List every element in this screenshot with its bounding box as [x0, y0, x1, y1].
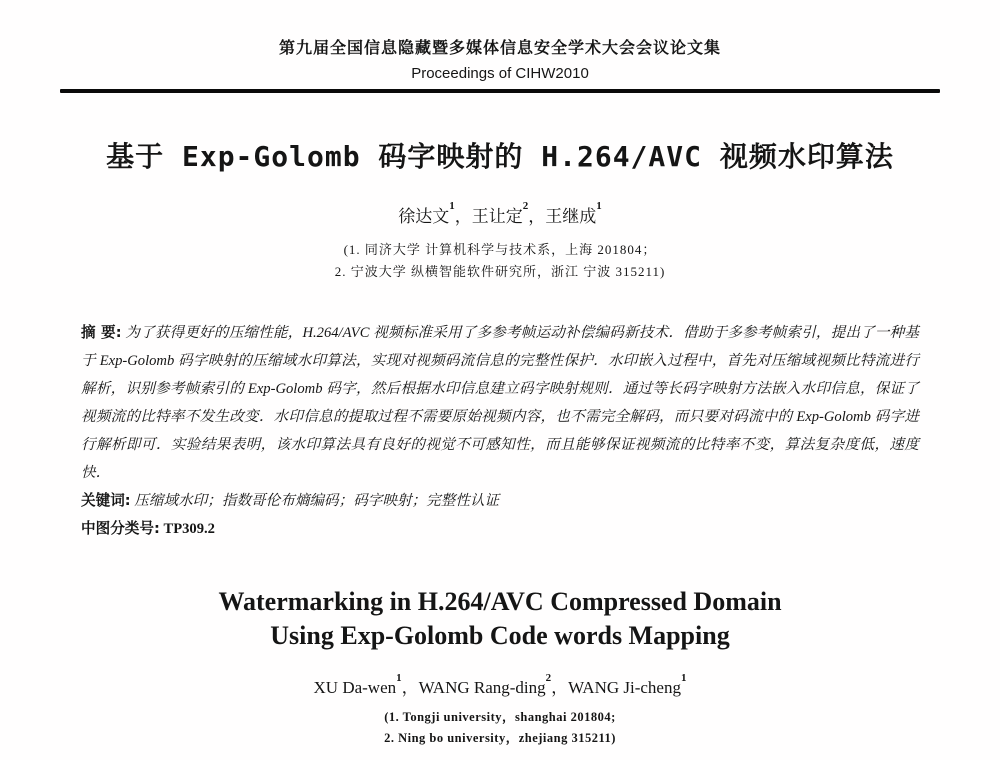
author-superscript: 1	[396, 671, 402, 684]
author-name: 王继成	[545, 206, 597, 226]
author-separator: ，	[528, 206, 546, 226]
author-separator: ，	[551, 678, 569, 698]
keywords-line	[81, 487, 919, 515]
author-separator: ，	[454, 206, 472, 226]
proceedings-subtitle: Proceedings of CIHW2010	[411, 65, 589, 82]
authors-en	[0, 673, 1000, 700]
authors-cn	[0, 201, 1000, 228]
author-name: WANG Rang-ding	[418, 678, 546, 698]
clc-value: TP309.2	[163, 520, 215, 537]
paper-title-cn: 基于 Exp-Golomb 码字映射的 H.264/AVC 视频水印算法	[106, 140, 894, 173]
author-cn	[471, 200, 546, 226]
affiliations-en	[0, 707, 1000, 749]
author-name: 王让定	[471, 206, 523, 226]
author-superscript: 2	[545, 671, 552, 684]
abstract-text: 为了获得更好的压缩性能，H.264/AVC 视频标准采用了多参考帧运动补偿编码新技术．借助于多参考帧索引，提出了一种基于 Exp-Golomb 码字映射的压缩域水印算法，实现对视频码流信息的完整性保护．水印嵌入过程中，首先对压缩域视频比特流进行解析，识别参考帧索引的 Exp-Golomb 码字，然后根据水印信息建立码字映射规则．通过等长码字映射方法嵌入水印信息，保证了视频流的比特率不发生改变．水印信息的提取过程不需要原始视频内容，也不需完全解码，而只要对码流中的 Exp-Golomb 码字进行解析即可．实验结果表明，该水印算法具有良好的视觉不可感知性，而且能够保证视频流的比特率不变，算法复杂度低，速度快．	[81, 324, 919, 481]
author-name: WANG Ji-cheng	[568, 678, 681, 698]
author-superscript: 1	[680, 671, 687, 684]
paper-title-en-line1: Watermarking in H.264/AVC Compressed Domain	[218, 586, 782, 616]
author-cn	[398, 200, 472, 226]
author-superscript: 2	[522, 200, 529, 212]
abstract-section	[81, 319, 919, 487]
author-en	[313, 671, 419, 698]
abstract-label: 摘 要:	[81, 323, 122, 341]
author-en	[568, 671, 687, 698]
author-name: 徐达文	[398, 206, 450, 226]
keywords-label: 关键词:	[81, 491, 131, 509]
author-name: XU Da-wen	[313, 678, 397, 698]
affiliation-en-line: (1. Tongji university，shanghai 201804;	[384, 710, 616, 725]
paper-title-en	[0, 585, 1000, 653]
conference-header: 第九届全国信息隐藏暨多媒体信息安全学术大会会议论文集	[278, 38, 721, 57]
paper-title-en-line2: Using Exp-Golomb Code words Mapping	[270, 620, 730, 650]
affiliation-en-line: 2. Ning bo university，zhejiang 315211)	[384, 731, 616, 746]
author-en	[418, 671, 569, 698]
affiliation-cn-line: 2. 宁波大学 纵横智能软件研究所，浙江 宁波 315211)	[334, 263, 666, 279]
author-superscript: 1	[596, 200, 602, 212]
author-cn	[545, 200, 602, 226]
clc-label: 中图分类号:	[81, 519, 160, 537]
affiliation-cn-line: (1. 同济大学 计算机科学与技术系，上海 201804；	[343, 241, 657, 257]
author-separator: ，	[401, 678, 419, 698]
keywords-text: 压缩域水印；指数哥伦布熵编码；码字映射；完整性认证	[134, 492, 500, 509]
clc-line	[81, 515, 919, 543]
affiliations-cn	[0, 239, 1000, 283]
author-superscript: 1	[449, 200, 455, 212]
header-rule	[60, 89, 940, 93]
